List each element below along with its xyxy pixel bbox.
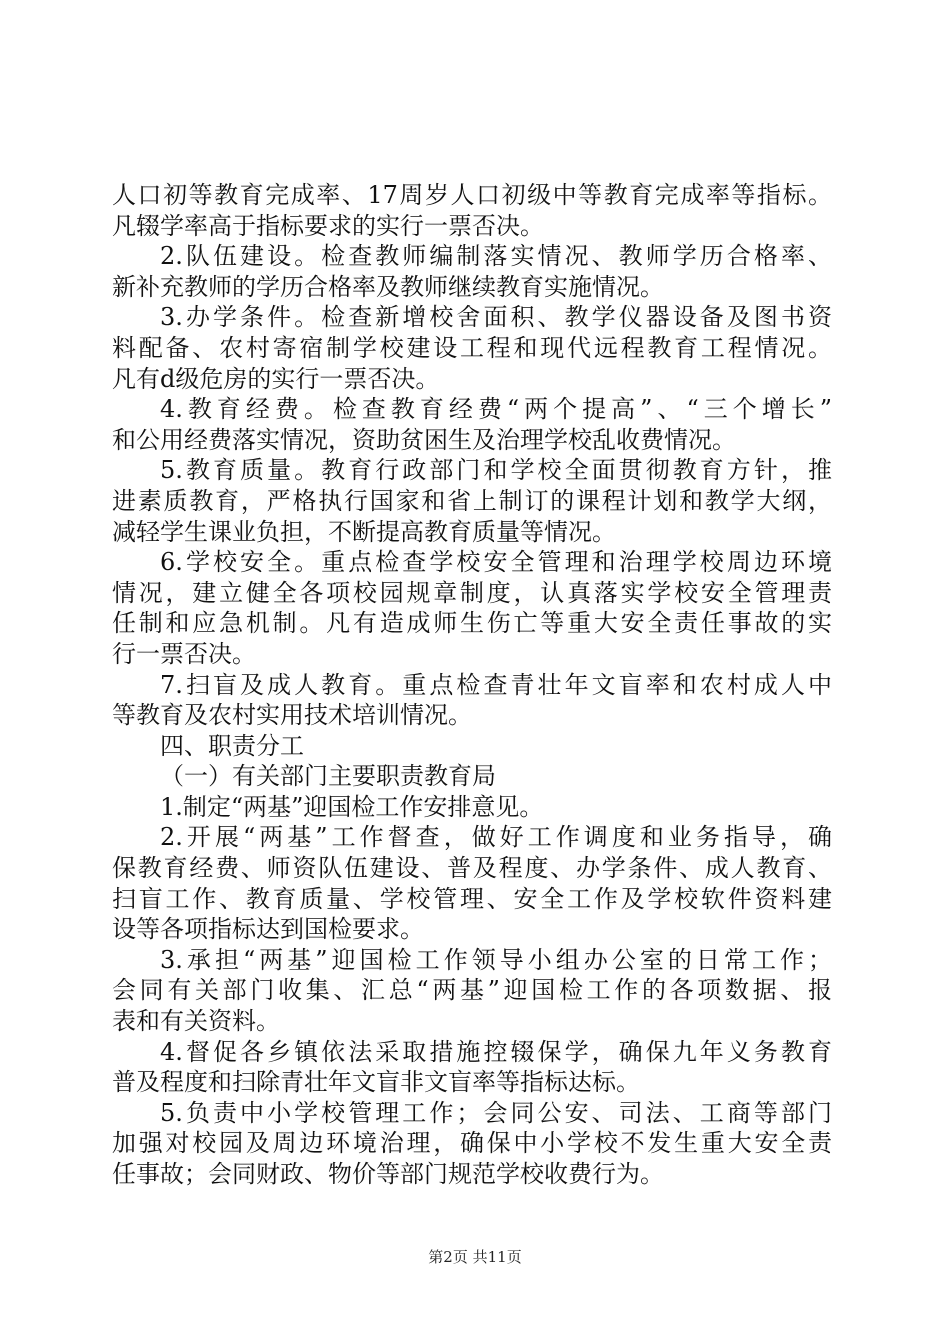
- text-line: 1.制定“两基”迎国检工作安排意见。: [160, 792, 544, 821]
- text-line: 普及程度和扫除青壮年文盲非文盲率等指标达标。: [112, 1068, 640, 1097]
- text-line: 7.扫盲及成人教育。重点检查青壮年文盲率和农村成人中: [160, 670, 832, 699]
- text-line: 凡辍学率高于指标要求的实行一票否决。: [112, 211, 544, 240]
- text-line: 加强对校园及周边环境治理，确保中小学校不发生重大安全责: [112, 1129, 832, 1158]
- text-line: 任事故；会同财政、物价等部门规范学校收费行为。: [112, 1160, 664, 1188]
- page-footer: 第2页 共11页: [428, 1248, 522, 1266]
- text-line: 3.办学条件。检查新增校舍面积、教学仪器设备及图书资: [160, 303, 832, 332]
- text-line: 情况，建立健全各项校园规章制度，认真落实学校安全管理责: [112, 578, 832, 607]
- text-line: 设等各项指标达到国检要求。: [112, 915, 424, 944]
- text-line: （一）有关部门主要职责教育局: [160, 762, 496, 791]
- text-line: 3.承担“两基”迎国检工作领导小组办公室的日常工作；: [160, 945, 832, 974]
- text-line: 保教育经费、师资队伍建设、普及程度、办学条件、成人教育、: [112, 854, 832, 883]
- text-line: 进素质教育，严格执行国家和省上制订的课程计划和教学大纲，: [112, 486, 832, 515]
- text-line: 6.学校安全。重点检查学校安全管理和治理学校周边环境: [160, 548, 832, 577]
- text-line: 减轻学生课业负担，不断提高教育质量等情况。: [112, 517, 616, 546]
- text-line: 凡有d级危房的实行一票否决。: [112, 364, 440, 393]
- text-line: 和公用经费落实情况，资助贫困生及治理学校乱收费情况。: [112, 425, 736, 454]
- text-line: 人口初等教育完成率、17周岁人口初级中等教育完成率等指标。: [112, 181, 832, 209]
- document-body: [112, 180, 832, 1190]
- text-line: 行一票否决。: [112, 639, 256, 668]
- text-line: 会同有关部门收集、汇总“两基”迎国检工作的各项数据、报: [112, 976, 832, 1005]
- text-line: 5.负责中小学校管理工作；会同公安、司法、工商等部门: [160, 1098, 832, 1127]
- text-line: 扫盲工作、教育质量、学校管理、安全工作及学校软件资料建: [112, 884, 832, 913]
- text-line: 新补充教师的学历合格率及教师继续教育实施情况。: [112, 272, 664, 301]
- text-line: 5.教育质量。教育行政部门和学校全面贯彻教育方针，推: [160, 456, 832, 485]
- text-line: 4.督促各乡镇依法采取措施控辍保学，确保九年义务教育: [160, 1037, 832, 1066]
- text-line: 等教育及农村实用技术培训情况。: [112, 701, 472, 730]
- text-line: 任制和应急机制。凡有造成师生伤亡等重大安全责任事故的实: [112, 609, 832, 638]
- text-line: 四、职责分工: [160, 731, 304, 760]
- text-line: 4.教育经费。检查教育经费“两个提高”、“三个增长”: [160, 395, 832, 424]
- text-line: 料配备、农村寄宿制学校建设工程和现代远程教育工程情况。: [112, 333, 832, 362]
- text-line: 2.队伍建设。检查教师编制落实情况、教师学历合格率、: [160, 242, 832, 271]
- text-line: 2.开展“两基”工作督查，做好工作调度和业务指导，确: [160, 823, 832, 852]
- text-line: 表和有关资料。: [112, 1007, 280, 1036]
